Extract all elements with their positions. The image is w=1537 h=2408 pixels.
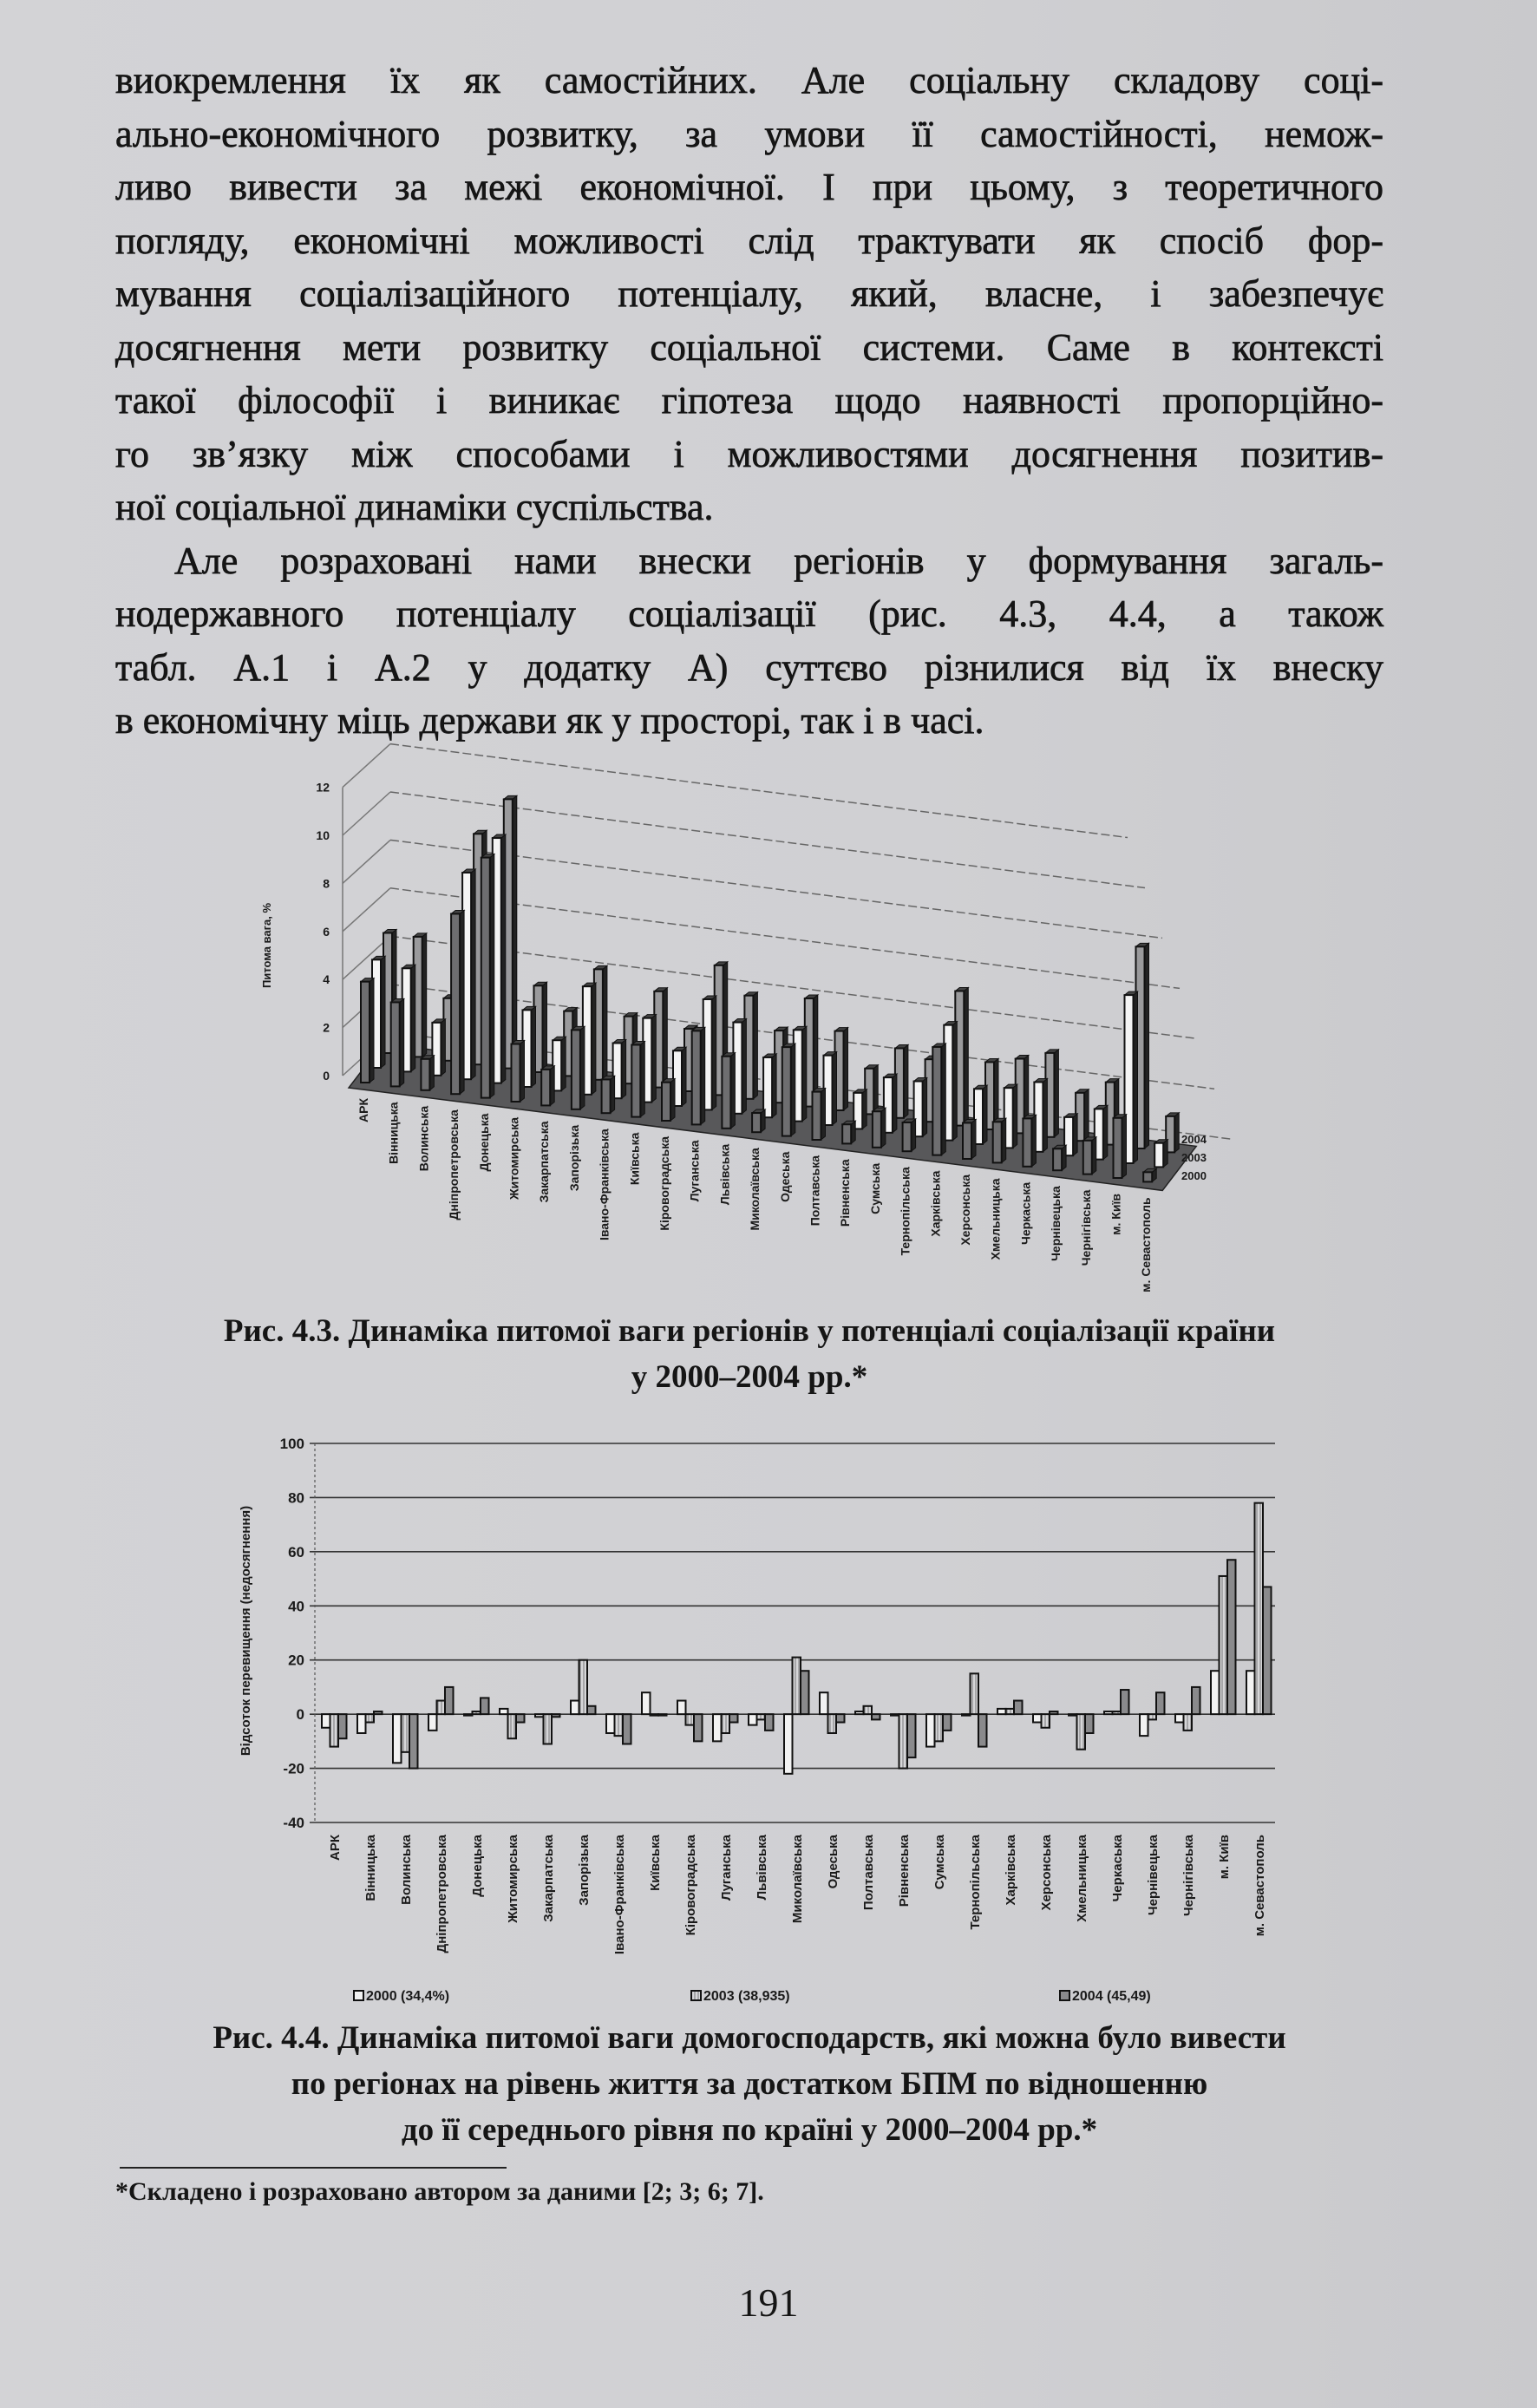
bar-2003 [1006, 1709, 1015, 1714]
bar-2000 [535, 1714, 544, 1717]
bar-2004 [872, 1714, 880, 1719]
bar-2004 [1050, 1711, 1058, 1714]
bar-2000 [784, 1714, 793, 1774]
text-line: такої філософії і виникає гіпотеза щодо наявності пропорційно- [115, 379, 1383, 422]
x-tick-label: Донецька [476, 1113, 491, 1172]
x-tick-label: Сумська [932, 1835, 947, 1890]
bar-2004 [978, 1714, 987, 1746]
bar-2004 [836, 1714, 845, 1722]
text-line: Але розраховані нами внески регіонів у формування загаль- [174, 539, 1383, 582]
bar-2003 [651, 1714, 659, 1716]
x-tick-label: Вінницька [363, 1835, 378, 1901]
text-line: ної соціальної динаміки суспільства. [115, 486, 714, 528]
bar-2000 [464, 1714, 473, 1716]
x-tick-label: АРК [328, 1835, 343, 1861]
x-tick-label: Донецька [470, 1835, 485, 1897]
x-tick-label: Київська [648, 1835, 663, 1891]
x-tick-label: Івано-Франківська [612, 1835, 627, 1955]
legend-swatch [354, 1991, 363, 2000]
bar-2003 [757, 1714, 766, 1719]
x-tick-label: Закарпатська [541, 1835, 556, 1922]
x-tick-label: Луганська [719, 1835, 734, 1901]
bar-2004 [1263, 1587, 1272, 1714]
text-line: виокремлення їх як самостійних. Але соціальну складову соці- [115, 59, 1383, 101]
y-axis-label: Питома вага, % [260, 902, 273, 989]
x-tick-label: Закарпатська [537, 1121, 552, 1203]
bar-2004 [481, 1698, 489, 1714]
bar-2000 [393, 1714, 402, 1763]
y-tick-label: 8 [323, 876, 330, 891]
x-tick-label: Чернігівська [1181, 1835, 1196, 1916]
bar-2000 [997, 1709, 1006, 1714]
bar-2004 [1156, 1692, 1165, 1714]
y-tick-label: 2 [323, 1020, 330, 1035]
bar-2000 [713, 1714, 722, 1741]
x-tick-label: м. Севастополь [1139, 1197, 1154, 1292]
page-number: 191 [738, 2280, 799, 2325]
caption-line: до її середнього рівня по країні у 2000–2004 рр.* [401, 2112, 1098, 2148]
x-tick-label: Тернопільська [968, 1835, 983, 1930]
bar-2004 [1121, 1690, 1129, 1714]
x-tick-label: м. Київ [1217, 1835, 1232, 1880]
x-tick-label: Херсонська [1039, 1835, 1054, 1911]
x-tick-label: Черкаська [1110, 1835, 1125, 1902]
bar-2004 [943, 1714, 952, 1731]
bar-2003 [828, 1714, 837, 1733]
bar-2000 [606, 1714, 615, 1733]
bar-2003 [1113, 1711, 1122, 1714]
bar-2003 [402, 1714, 410, 1752]
bar-2000 [322, 1714, 330, 1728]
figure-4-3-caption [115, 1308, 1383, 1400]
legend-swatch [1060, 1991, 1069, 2000]
y-tick-label: 80 [288, 1489, 304, 1507]
legend-label: 2004 (45,49) [1072, 1989, 1151, 2004]
x-tick-label: Полтавська [808, 1155, 822, 1227]
bar-2004 [445, 1687, 454, 1714]
caption-line: Рис. 4.4. Динаміка питомої ваги домогосподарств, які можна було вивести [213, 2020, 1286, 2056]
bar-2000 [855, 1711, 864, 1714]
x-tick-label: Івано-Франківська [597, 1129, 612, 1241]
legend-swatch [691, 1991, 701, 2000]
bar-2003 [544, 1714, 553, 1744]
bar-2003 [615, 1714, 624, 1736]
bar-2000 [500, 1709, 508, 1714]
text-line: ально-економічного розвитку, за умови її самостійності, немож- [115, 112, 1383, 155]
bar-2000 [357, 1714, 366, 1733]
y-tick-label: 6 [323, 924, 330, 939]
text-line: нодержавного потенціалу соціалізації (рис. 4.3, 4.4, а також [115, 592, 1383, 635]
x-tick-label: Київська [627, 1132, 642, 1186]
bar-2003 [864, 1706, 873, 1714]
bar-2000 [571, 1701, 579, 1715]
bar-2000 [1104, 1711, 1113, 1714]
y-tick-label: 100 [279, 1436, 304, 1452]
bar-2004 [587, 1706, 596, 1714]
legend-label: 2000 (34,4%) [366, 1989, 450, 2004]
x-tick-label: Полтавська [861, 1835, 876, 1911]
bar-2000 [1211, 1671, 1220, 1714]
y-tick-label: -20 [283, 1760, 304, 1777]
x-tick-label: Вінницька [386, 1102, 401, 1164]
x-tick-label: Черкаська [1018, 1181, 1033, 1245]
x-tick-label: Кіровоградська [657, 1136, 671, 1231]
y-tick-label: 0 [323, 1069, 330, 1083]
bar-2000 [642, 1692, 651, 1714]
bar-2003 [899, 1714, 908, 1768]
x-tick-label: Житомирська [507, 1117, 521, 1200]
text-line: го зв’язку між способами і можливостями досягнення позитив- [115, 432, 1383, 475]
x-tick-label: Херсонська [958, 1175, 972, 1246]
bar-2003 [793, 1658, 801, 1715]
bar-2000 [749, 1714, 757, 1724]
x-tick-label: Одеська [777, 1151, 792, 1202]
x-tick-label: м. Севастополь [1252, 1835, 1267, 1937]
text-line: в економічну міць держави як у просторі, так і в часі. [115, 699, 984, 742]
bar-2003 [1148, 1714, 1157, 1719]
x-tick-label: Запорізька [566, 1124, 581, 1192]
bar-2000 [1140, 1714, 1148, 1736]
x-tick-label: Волинська [416, 1105, 431, 1172]
bar-2004 [907, 1714, 916, 1757]
x-tick-label: Чернівецька [1049, 1186, 1063, 1261]
x-tick-label: Львівська [755, 1835, 769, 1901]
bar-2000 [1033, 1714, 1042, 1722]
bar-2000 [1175, 1714, 1184, 1722]
bar-2004 [516, 1714, 525, 1722]
text-line: погляду, економічні можливості слід трактувати як спосіб фор- [115, 219, 1383, 262]
bar-2000 [926, 1714, 935, 1746]
bar-2000 [428, 1714, 437, 1731]
bar-2004 [694, 1714, 703, 1741]
x-tick-label: Одеська [826, 1835, 840, 1889]
bar-2003 [330, 1714, 339, 1746]
bar-2000 [820, 1692, 828, 1714]
caption-line: у 2000–2004 рр.* [631, 1359, 868, 1395]
bar-2004 [623, 1714, 631, 1744]
legend-label: 2003 [1181, 1151, 1207, 1164]
x-tick-label: Харківська [928, 1170, 943, 1237]
x-tick-label: Запорізька [577, 1835, 592, 1906]
x-tick-label: Житомирська [506, 1835, 520, 1923]
x-tick-label: АРК [356, 1098, 370, 1122]
y-tick-label: 0 [296, 1706, 304, 1724]
x-tick-label: Тернопільська [898, 1167, 912, 1256]
bar-2004 [1227, 1560, 1236, 1714]
bar-2004 [1085, 1714, 1094, 1733]
caption-line: Рис. 4.3. Динаміка питомої ваги регіонів у потенціалі соціалізації країни [223, 1313, 1276, 1349]
bar-2003 [579, 1660, 588, 1714]
y-tick-label: 40 [288, 1598, 304, 1615]
text-line: табл. А.1 і А.2 у додатку А) суттєво різнилися від їх внеску [115, 645, 1383, 689]
text-line: ливо вивести за межі економічної. І при цьому, з теоретичного [115, 166, 1383, 208]
x-tick-label: Рівненська [838, 1159, 853, 1227]
text-line: досягнення мети розвитку соціальної системи. Саме в контексті [115, 325, 1383, 369]
bar-2004 [658, 1714, 667, 1716]
x-tick-label: Чернівецька [1146, 1835, 1161, 1915]
y-tick-label: -40 [283, 1815, 304, 1831]
bar-2003 [508, 1714, 517, 1738]
bar-2000 [1069, 1714, 1077, 1716]
bar-2003 [1042, 1714, 1050, 1728]
bar-2000 [1246, 1671, 1255, 1714]
y-tick-label: 4 [323, 972, 330, 987]
x-tick-label: Дніпропетровська [435, 1835, 449, 1953]
bar-2004 [801, 1671, 809, 1714]
caption-line: по регіонах на рівень життя за достатком БПМ по відношенню [291, 2066, 1208, 2102]
x-tick-label: Кіровоградська [683, 1835, 698, 1936]
footnote: *Складено і розраховано автором за даними [2; 3; 6; 7]. [115, 2177, 764, 2206]
bar-2004 [409, 1714, 418, 1768]
y-tick-label: 60 [288, 1543, 304, 1561]
figure-4-4-caption [115, 2015, 1383, 2153]
footnote-divider [120, 2167, 507, 2169]
y-tick-label: 20 [288, 1652, 304, 1669]
bar-2003 [722, 1714, 730, 1733]
legend-label: 2000 [1181, 1169, 1207, 1182]
y-tick-label: 12 [316, 780, 330, 795]
bar-2004 [552, 1714, 560, 1717]
x-tick-label: Харківська [1004, 1835, 1018, 1906]
x-tick-label: Миколаївська [790, 1835, 805, 1924]
x-tick-label: Луганська [687, 1140, 702, 1202]
y-tick-label: 10 [316, 828, 330, 842]
bar-2003 [473, 1711, 481, 1714]
x-tick-label: Сумська [867, 1162, 882, 1214]
bar-2003 [1077, 1714, 1086, 1750]
x-tick-label: Рівненська [897, 1835, 912, 1907]
bar-2000 [677, 1701, 686, 1715]
bar-2004 [1014, 1701, 1023, 1715]
bar-2004 [1192, 1687, 1200, 1714]
x-tick-label: Хмельницька [1075, 1835, 1089, 1922]
bar-2004 [729, 1714, 738, 1722]
bar-2003 [686, 1714, 695, 1724]
bar-2003 [366, 1714, 375, 1722]
bar-2003 [437, 1701, 446, 1715]
x-tick-label: Волинська [399, 1835, 414, 1905]
bar-2003 [1184, 1714, 1193, 1731]
y-axis-label: Відсоток перевищення (недосягнення) [239, 1505, 253, 1757]
x-tick-label: Дніпропетровська [447, 1109, 461, 1220]
text-line: мування соціалізаційного потенціалу, який, власне, і забезпечує [115, 272, 1383, 315]
bar-2003 [935, 1714, 944, 1741]
bar-2004 [765, 1714, 774, 1731]
x-tick-label: м. Київ [1109, 1194, 1123, 1235]
legend-label: 2004 [1181, 1133, 1207, 1146]
bar-2003 [1220, 1576, 1228, 1714]
x-tick-label: Хмельницька [988, 1178, 1003, 1260]
bar-2003 [1255, 1503, 1264, 1714]
x-tick-label: Львівська [717, 1143, 732, 1206]
bar-2003 [971, 1673, 979, 1714]
x-tick-label: Чернігівська [1078, 1189, 1093, 1266]
bar-2004 [374, 1711, 383, 1714]
legend-label: 2003 (38,935) [703, 1989, 790, 2004]
bar-2004 [338, 1714, 347, 1738]
bar-2000 [891, 1714, 899, 1716]
bar-2000 [962, 1714, 971, 1716]
x-tick-label: Миколаївська [748, 1148, 762, 1231]
